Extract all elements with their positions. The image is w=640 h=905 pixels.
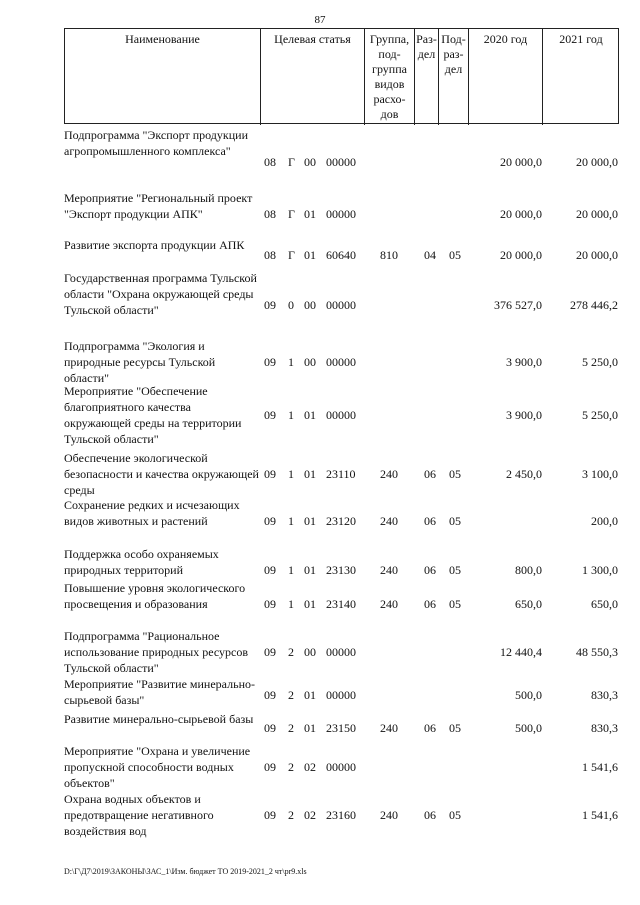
code-program: 08: [264, 248, 276, 262]
expense-group: 240: [380, 514, 398, 528]
value-2020: 3 900,0: [506, 408, 542, 422]
expense-group: 240: [380, 597, 398, 611]
value-2021: 20 000,0: [576, 207, 618, 221]
podrazdel: 05: [449, 721, 461, 735]
value-2021: 830,3: [591, 688, 618, 702]
code-event: 02: [304, 808, 316, 822]
code-program: 09: [264, 563, 276, 577]
code-event: 01: [304, 688, 316, 702]
code-direction: 00000: [326, 688, 356, 702]
row-name: Поддержка особо охраняемых природных территорий: [64, 547, 219, 577]
file-path-footer: D:\Г\Д7\2019\ЗАКОНЫ\ЗАС_1\Изм. бюджет ТО 2019-2021_2 чт\pr9.xls: [64, 867, 307, 876]
code-subprogram: Г: [288, 207, 295, 221]
code-direction: 23140: [326, 597, 356, 611]
code-program: 09: [264, 514, 276, 528]
value-2020: 20 000,0: [500, 207, 542, 221]
row-name: Мероприятие "Региональный проект "Экспорт продукции АПК": [64, 191, 253, 221]
row-name: Подпрограмма "Экология и природные ресурсы Тульской области": [64, 339, 216, 385]
code-subprogram: 1: [288, 514, 294, 528]
row-name: Мероприятие "Охрана и увеличение пропускной способности водных объектов": [64, 744, 251, 790]
code-program: 09: [264, 808, 276, 822]
code-event: 00: [304, 298, 316, 312]
razdel: 06: [424, 514, 436, 528]
code-subprogram: 1: [288, 597, 294, 611]
code-subprogram: Г: [288, 155, 295, 169]
value-2021: 5 250,0: [582, 408, 618, 422]
expense-group: 240: [380, 721, 398, 735]
code-subprogram: Г: [288, 248, 295, 262]
podrazdel: 05: [449, 248, 461, 262]
razdel: 06: [424, 597, 436, 611]
header-target-article: Целевая статья: [261, 29, 365, 125]
code-program: 09: [264, 760, 276, 774]
code-program: 09: [264, 688, 276, 702]
code-subprogram: 2: [288, 721, 294, 735]
code-event: 01: [304, 408, 316, 422]
value-2020: 800,0: [515, 563, 542, 577]
value-2020: 20 000,0: [500, 155, 542, 169]
code-subprogram: 2: [288, 760, 294, 774]
value-2020: 20 000,0: [500, 248, 542, 262]
value-2020: 500,0: [515, 688, 542, 702]
code-subprogram: 1: [288, 563, 294, 577]
value-2020: 12 440,4: [500, 645, 542, 659]
code-event: 00: [304, 155, 316, 169]
row-name: Развитие минерально-сырьевой базы: [64, 712, 254, 726]
code-program: 09: [264, 721, 276, 735]
podrazdel: 05: [449, 808, 461, 822]
expense-group: 240: [380, 467, 398, 481]
podrazdel: 05: [449, 563, 461, 577]
value-2020: 500,0: [515, 721, 542, 735]
row-name: Подпрограмма "Экспорт продукции агропромышленного комплекса": [64, 128, 248, 158]
code-event: 00: [304, 355, 316, 369]
header-2021: 2021 год: [559, 32, 603, 46]
podrazdel: 05: [449, 514, 461, 528]
row-name: Сохранение редких и исчезающих видов животных и растений: [64, 498, 240, 528]
code-direction: 23110: [326, 467, 356, 481]
row-name: Охрана водных объектов и предотвращение негативного воздействия вод: [64, 792, 214, 838]
code-program: 08: [264, 207, 276, 221]
code-direction: 00000: [326, 408, 356, 422]
value-2021: 650,0: [591, 597, 618, 611]
value-2021: 5 250,0: [582, 355, 618, 369]
code-program: 08: [264, 155, 276, 169]
row-name: Мероприятие "Обеспечение благоприятного качества окружающей среды на территории Тульской области": [64, 384, 242, 446]
code-program: 09: [264, 645, 276, 659]
header-podrazdel: Под- раз- дел: [439, 29, 469, 125]
code-event: 01: [304, 721, 316, 735]
row-name: Обеспечение экологической безопасности и качества окружающей среды: [64, 451, 259, 497]
row-name: Подпрограмма "Рациональное использование природных ресурсов Тульской области": [64, 629, 249, 675]
code-program: 09: [264, 467, 276, 481]
code-subprogram: 2: [288, 645, 294, 659]
razdel: 04: [424, 248, 436, 262]
expense-group: 240: [380, 563, 398, 577]
value-2021: 830,3: [591, 721, 618, 735]
podrazdel: 05: [449, 467, 461, 481]
code-direction: 00000: [326, 155, 356, 169]
row-name: Мероприятие "Развитие минерально-сырьевой базы": [64, 677, 255, 707]
header-name: Наименование: [65, 29, 261, 125]
code-event: 01: [304, 563, 316, 577]
value-2020: 2 450,0: [506, 467, 542, 481]
code-event: 02: [304, 760, 316, 774]
value-2021: 20 000,0: [576, 155, 618, 169]
code-subprogram: 1: [288, 355, 294, 369]
row-name: Развитие экспорта продукции АПК: [64, 238, 245, 252]
row-name: Государственная программа Тульской области "Охрана окружающей среды Тульской области": [64, 271, 257, 317]
header-2020: 2020 год: [469, 29, 543, 125]
podrazdel: 05: [449, 597, 461, 611]
table-header: [64, 28, 619, 124]
code-subprogram: 1: [288, 467, 294, 481]
code-program: 09: [264, 597, 276, 611]
code-event: 01: [304, 467, 316, 481]
value-2021: 278 446,2: [570, 298, 618, 312]
code-event: 01: [304, 207, 316, 221]
code-direction: 00000: [326, 355, 356, 369]
code-subprogram: 1: [288, 408, 294, 422]
code-subprogram: 0: [288, 298, 294, 312]
code-event: 01: [304, 514, 316, 528]
code-subprogram: 2: [288, 688, 294, 702]
code-program: 09: [264, 298, 276, 312]
code-direction: 00000: [326, 298, 356, 312]
code-direction: 00000: [326, 207, 356, 221]
code-direction: 23150: [326, 721, 356, 735]
code-event: 01: [304, 597, 316, 611]
code-direction: 00000: [326, 760, 356, 774]
code-direction: 23160: [326, 808, 356, 822]
value-2020: 650,0: [515, 597, 542, 611]
code-direction: 60640: [326, 248, 356, 262]
row-name: Повышение уровня экологического просвещения и образования: [64, 581, 246, 611]
razdel: 06: [424, 721, 436, 735]
razdel: 06: [424, 563, 436, 577]
value-2021: 1 300,0: [582, 563, 618, 577]
value-2021: 3 100,0: [582, 467, 618, 481]
code-program: 09: [264, 408, 276, 422]
code-direction: 23130: [326, 563, 356, 577]
code-event: 00: [304, 645, 316, 659]
header-razdel: Раз- дел: [415, 29, 439, 125]
code-program: 09: [264, 355, 276, 369]
code-subprogram: 2: [288, 808, 294, 822]
value-2021: 20 000,0: [576, 248, 618, 262]
code-direction: 00000: [326, 645, 356, 659]
razdel: 06: [424, 467, 436, 481]
value-2020: 376 527,0: [494, 298, 542, 312]
value-2020: 3 900,0: [506, 355, 542, 369]
expense-group: 240: [380, 808, 398, 822]
value-2021: 200,0: [591, 514, 618, 528]
expense-group: 810: [380, 248, 398, 262]
header-expense-group: Группа, под- группа видов расхо- дов: [365, 29, 415, 125]
value-2021: 48 550,3: [576, 645, 618, 659]
value-2021: 1 541,6: [582, 808, 618, 822]
code-direction: 23120: [326, 514, 356, 528]
code-event: 01: [304, 248, 316, 262]
value-2021: 1 541,6: [582, 760, 618, 774]
razdel: 06: [424, 808, 436, 822]
page-number: 87: [314, 14, 326, 26]
